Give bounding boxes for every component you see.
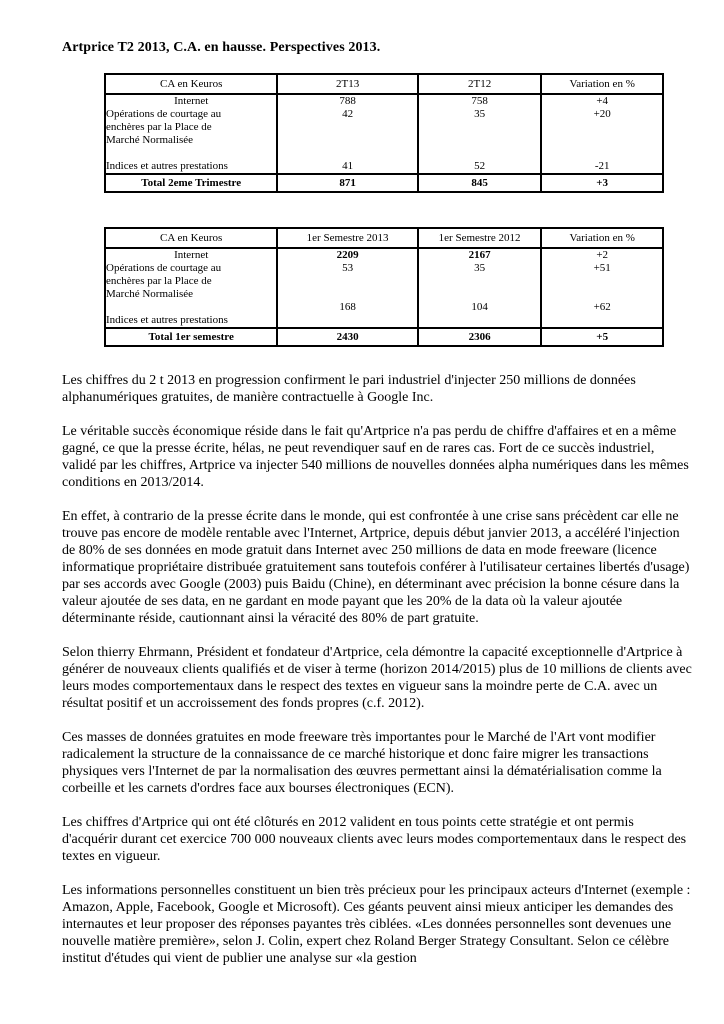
column-header: Variation en % bbox=[541, 228, 663, 248]
label-line: Indices et autres prestations bbox=[106, 160, 228, 172]
cell-value: 104 bbox=[471, 301, 488, 313]
table-row bbox=[105, 262, 663, 328]
table-cell bbox=[541, 108, 663, 174]
label-line: Marché Normalisée bbox=[106, 134, 194, 146]
document-title: Artprice T2 2013, C.A. en hausse. Perspectives 2013. bbox=[62, 40, 381, 55]
label-line: Opérations de courtage au bbox=[106, 108, 222, 120]
row-label bbox=[105, 108, 277, 174]
cell-value: +62 bbox=[593, 301, 611, 313]
label-line: Marché Normalisée bbox=[106, 288, 194, 300]
table-header-row bbox=[105, 74, 663, 94]
total-cell: 871 bbox=[277, 174, 417, 192]
table-header-row bbox=[105, 228, 663, 248]
row-label: Internet bbox=[105, 94, 277, 108]
table-cell: 2209 bbox=[277, 248, 417, 262]
table-cell: +2 bbox=[541, 248, 663, 262]
paragraph: Les chiffres d'Artprice qui ont été clôturés en 2012 valident en tous points cette stratégie et ont permis d'acquérir durant cet exercice 700 000 nouveaux clients avec leurs modes comportementaux dans le respect des textes en vigueur. bbox=[62, 815, 687, 864]
paragraph: Les chiffres du 2 t 2013 en progression confirment le pari industriel d'injecter 250 millions de données alphanumériques gratuites, de manière contractuelle à Google Inc. bbox=[62, 373, 636, 405]
total-label: Total 2eme Trimestre bbox=[105, 174, 277, 192]
semester-revenue-table bbox=[104, 227, 664, 347]
quarterly-revenue-table bbox=[104, 73, 664, 193]
total-cell: 2430 bbox=[277, 328, 417, 346]
paragraph: Le véritable succès économique réside dans le fait qu'Artprice n'a pas perdu de chiffre d'affaires et en a même gagné, ce que la presse écrite, hélas, ne peut revendiquer sauf en de rares cas. Fort de ce succès industriel, validé par les chiffres, Artprice va injecter 540 millions de nouvelles données alpha numériques dans les mêmes conditions en 2013/2014. bbox=[62, 424, 689, 490]
table-cell: 788 bbox=[277, 94, 417, 108]
table-cell: 2167 bbox=[418, 248, 542, 262]
cell-value: 41 bbox=[342, 160, 354, 172]
column-header: CA en Keuros bbox=[105, 228, 277, 248]
total-cell: 845 bbox=[418, 174, 542, 192]
row-label bbox=[105, 262, 277, 328]
table-cell: 758 bbox=[418, 94, 542, 108]
table-cell bbox=[418, 108, 542, 174]
table-cell bbox=[541, 262, 663, 328]
column-header: 2T12 bbox=[418, 74, 542, 94]
column-header: 2T13 bbox=[277, 74, 417, 94]
cell-value: 168 bbox=[339, 301, 356, 313]
table-total-row bbox=[105, 174, 663, 192]
cell-value: 35 bbox=[474, 108, 486, 120]
cell-value: 53 bbox=[342, 262, 354, 274]
label-line: enchères par la Place de bbox=[106, 275, 212, 287]
article-body bbox=[62, 372, 692, 984]
label-line: Opérations de courtage au bbox=[106, 262, 222, 274]
cell-value: +51 bbox=[593, 262, 611, 274]
total-cell: +5 bbox=[541, 328, 663, 346]
column-header: CA en Keuros bbox=[105, 74, 277, 94]
total-cell: +3 bbox=[541, 174, 663, 192]
table-row bbox=[105, 108, 663, 174]
table-cell bbox=[277, 108, 417, 174]
table-cell bbox=[418, 262, 542, 328]
table-cell: +4 bbox=[541, 94, 663, 108]
paragraph: Ces masses de données gratuites en mode freeware très importantes pour le Marché de l'Art vont modifier radicalement la structure de la connaissance de ce marché historique et donc faire migrer les transactions physiques vers l'Internet de par la normalisation des œuvres permettant ainsi la dématérialisation comme la corbeille et les carnets d'ordres face aux bourses électroniques (ECN). bbox=[62, 730, 662, 796]
column-header: Variation en % bbox=[541, 74, 663, 94]
cell-value: 42 bbox=[342, 108, 354, 120]
table-row bbox=[105, 248, 663, 262]
cell-value: -21 bbox=[594, 160, 610, 172]
total-label: Total 1er semestre bbox=[105, 328, 277, 346]
label-line: enchères par la Place de bbox=[106, 121, 212, 133]
label-line: Indices et autres prestations bbox=[106, 314, 228, 326]
total-cell: 2306 bbox=[418, 328, 542, 346]
row-label: Internet bbox=[105, 248, 277, 262]
paragraph: En effet, à contrario de la presse écrite dans le monde, qui est confrontée à une crise sans précèdent car elle ne trouve pas encore de modèle rentable avec l'Internet, Artprice, depuis début janvier 2013, a accéléré l'injection de 80% de ses données en mode gratuit dans Internet avec 250 millions de data en mode freeware (licence informatique propriétaire distribuée gratuitement sans toutefois conférer à l'utilisateur certaines libertés d'usage) par ses accords avec Google (2003) puis Baidu (Chine), en déterminant avec précision la bonne césure dans la valeur ajoutée de ses data, en ne gardant en mode payant que les 20% de la data où la valeur ajoutée déterminante réside, cautionnant ainsi la véracité des 80% de part gratuite. bbox=[62, 509, 690, 626]
table-total-row bbox=[105, 328, 663, 346]
table-cell bbox=[277, 262, 417, 328]
paragraph: Les informations personnelles constituent un bien très précieux pour les principaux acteurs d'Internet (exemple : Amazon, Apple, Facebook, Google et Microsoft). Ces géants peuvent ainsi mieux anticiper les demandes des internautes et leur proposer des réponses payantes très ciblées. «Les données personnelles sont devenues une nouvelle matière première», selon J. Colin, expert chez Roland Berger Strategy Consultant. Selon ce célèbre institut d'études qui vient de publier une analyse sur «la gestion bbox=[62, 883, 691, 966]
column-header: 1er Semestre 2012 bbox=[418, 228, 542, 248]
column-header: 1er Semestre 2013 bbox=[277, 228, 417, 248]
cell-value: 52 bbox=[474, 160, 486, 172]
table-row bbox=[105, 94, 663, 108]
cell-value: +20 bbox=[593, 108, 611, 120]
paragraph: Selon thierry Ehrmann, Président et fondateur d'Artprice, cela démontre la capacité exceptionnelle d'Artprice à générer de nouveaux clients qualifiés et de viser à terme (horizon 2014/2015) plus de 10 millions de clients avec leurs modes comportementaux dans le respect des textes en vigueur sans la moindre perte de C.A. avec un résultat positif et un accroissement des fonds propres (c.f. 2012). bbox=[62, 645, 692, 711]
cell-value: 35 bbox=[474, 262, 486, 274]
